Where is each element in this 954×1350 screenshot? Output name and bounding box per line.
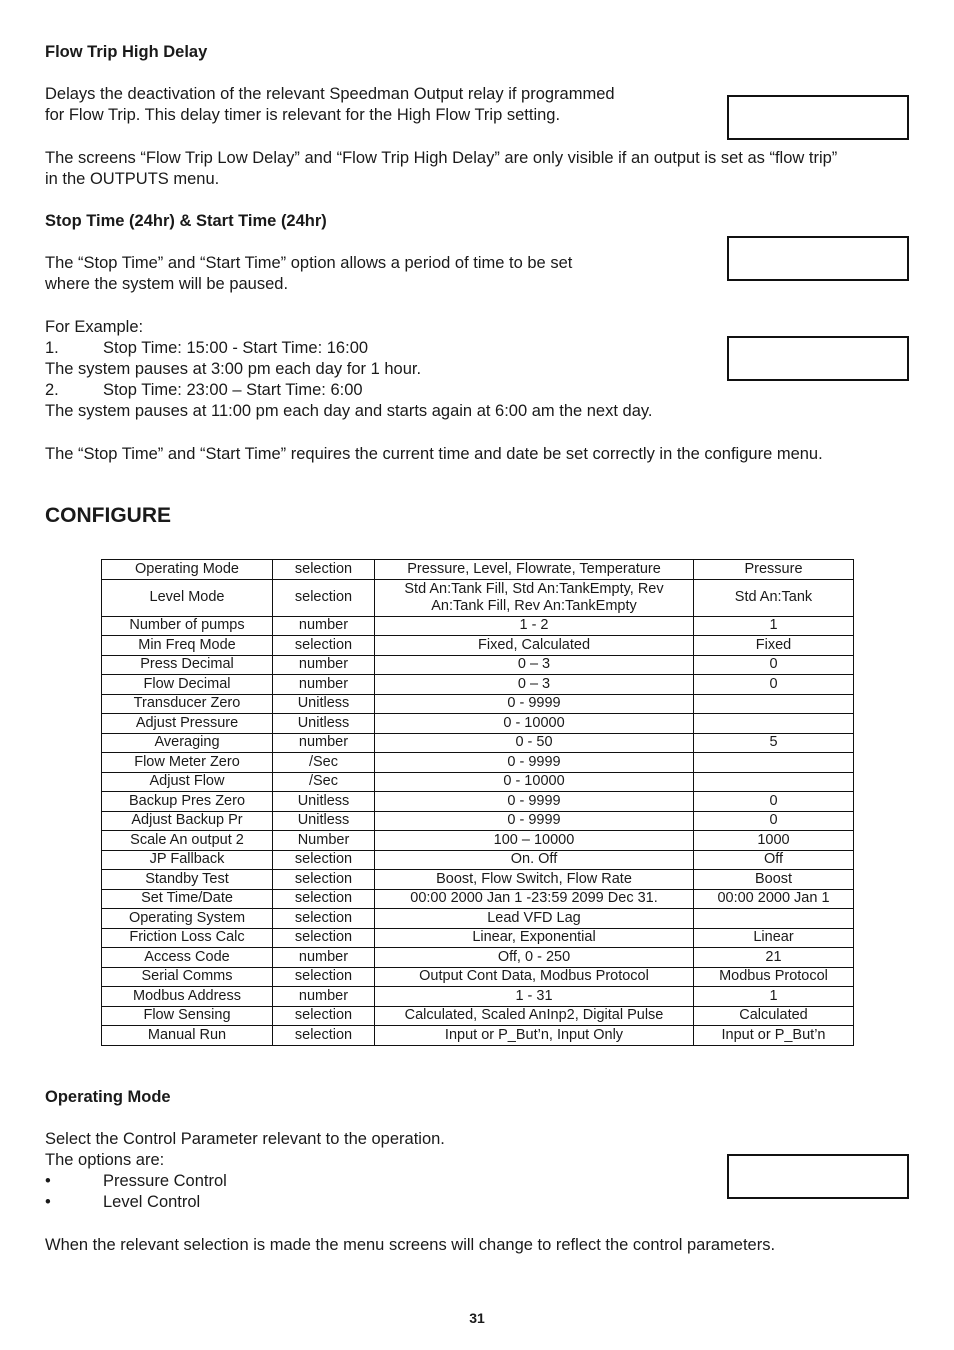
default-cell: Fixed [694, 636, 854, 656]
example-number: 2. [45, 381, 59, 399]
operating-mode-options-label: The options are: [45, 1151, 165, 1169]
default-cell: Boost [694, 870, 854, 890]
unit-cell: selection [273, 560, 375, 580]
default-cell: Off [694, 850, 854, 870]
default-cell: Pressure [694, 560, 854, 580]
parameter-name-cell: Averaging [102, 733, 273, 753]
parameter-name-cell: Backup Pres Zero [102, 792, 273, 812]
unit-cell: Unitless [273, 714, 375, 734]
range-cell: 0 - 9999 [375, 792, 694, 812]
table-row [102, 967, 854, 987]
page-number: 31 [469, 1310, 485, 1326]
parameter-name-cell: Flow Sensing [102, 1006, 273, 1026]
parameter-name-cell: JP Fallback [102, 850, 273, 870]
range-cell: 0 - 10000 [375, 714, 694, 734]
stop-start-note: The “Stop Time” and “Start Time” requires the current time and date be set correctly in the configure menu. [45, 445, 823, 463]
default-cell: Linear [694, 928, 854, 948]
table-row [102, 655, 854, 675]
range-cell: Calculated, Scaled AnInp2, Digital Pulse [375, 1006, 694, 1026]
bullet-icon: • [45, 1193, 51, 1211]
section-heading-operating-mode: Operating Mode [45, 1088, 171, 1106]
range-cell: 0 - 9999 [375, 753, 694, 773]
default-cell: 0 [694, 811, 854, 831]
parameter-name-cell: Friction Loss Calc [102, 928, 273, 948]
lcd-screen-operating-mode [727, 1154, 909, 1199]
stop-start-para-line: where the system will be paused. [45, 275, 289, 293]
flow-trip-visibility-note: in the OUTPUTS menu. [45, 170, 220, 188]
table-row [102, 792, 854, 812]
unit-cell: Number [273, 831, 375, 851]
range-cell: 0 – 3 [375, 675, 694, 695]
stop-start-para-line: The “Stop Time” and “Start Time” option allows a period of time to be set [45, 254, 573, 272]
unit-cell: number [273, 987, 375, 1007]
parameter-name-cell: Modbus Address [102, 987, 273, 1007]
parameter-name-cell: Adjust Pressure [102, 714, 273, 734]
lcd-line [731, 139, 907, 140]
parameter-name-cell: Set Time/Date [102, 889, 273, 909]
example-text: Stop Time: 23:00 – Start Time: 6:00 [103, 381, 363, 399]
lcd-line [731, 280, 907, 281]
default-cell: 1 [694, 616, 854, 636]
default-cell: 00:00 2000 Jan 1 [694, 889, 854, 909]
unit-cell: Unitless [273, 811, 375, 831]
table-row [102, 987, 854, 1007]
lcd-line [731, 1198, 907, 1199]
default-cell: Modbus Protocol [694, 967, 854, 987]
example-result: The system pauses at 3:00 pm each day for 1 hour. [45, 360, 422, 378]
example-result: The system pauses at 11:00 pm each day and starts again at 6:00 am the next day. [45, 402, 653, 420]
table-row [102, 733, 854, 753]
range-cell: 1 - 31 [375, 987, 694, 1007]
parameter-name-cell: Adjust Backup Pr [102, 811, 273, 831]
parameter-name-cell: Scale An output 2 [102, 831, 273, 851]
range-cell: 0 – 3 [375, 655, 694, 675]
unit-cell: selection [273, 1026, 375, 1046]
example-text: Stop Time: 15:00 - Start Time: 16:00 [103, 339, 369, 357]
table-row [102, 1026, 854, 1046]
flow-trip-visibility-note: The screens “Flow Trip Low Delay” and “Flow Trip High Delay” are only visible if an output is set as “flow trip” [45, 149, 838, 167]
range-cell: Pressure, Level, Flowrate, Temperature [375, 560, 694, 580]
range-cell: 1 - 2 [375, 616, 694, 636]
unit-cell: Unitless [273, 694, 375, 714]
default-cell [694, 909, 854, 929]
parameter-name-cell: Flow Decimal [102, 675, 273, 695]
table-row [102, 1006, 854, 1026]
table-row [102, 850, 854, 870]
range-cell: Linear, Exponential [375, 928, 694, 948]
parameter-name-cell: Flow Meter Zero [102, 753, 273, 773]
table-row [102, 948, 854, 968]
lcd-screen-start-time [727, 336, 909, 381]
table-row [102, 831, 854, 851]
parameter-name-cell: Level Mode [102, 579, 273, 616]
table-row [102, 675, 854, 695]
unit-cell: number [273, 948, 375, 968]
operating-mode-note: When the relevant selection is made the menu screens will change to reflect the control parameters. [45, 1236, 776, 1254]
parameter-name-cell: Adjust Flow [102, 772, 273, 792]
unit-cell: selection [273, 928, 375, 948]
bullet-item [0, 1171, 500, 1192]
example-number: 1. [45, 339, 59, 357]
operating-mode-para: Select the Control Parameter relevant to the operation. [45, 1130, 445, 1148]
table-row [102, 928, 854, 948]
table-row [102, 714, 854, 734]
parameter-name-cell: Standby Test [102, 870, 273, 890]
table-row [102, 560, 854, 580]
lcd-screen-flow-trip-hi-dly [727, 95, 909, 140]
table-row [102, 772, 854, 792]
example-item [0, 380, 700, 401]
configure-heading: CONFIGURE [45, 504, 171, 527]
range-cell: Boost, Flow Switch, Flow Rate [375, 870, 694, 890]
range-cell: Off, 0 - 250 [375, 948, 694, 968]
range-cell: 0 - 50 [375, 733, 694, 753]
default-cell: Std An:Tank [694, 579, 854, 616]
parameter-name-cell: Access Code [102, 948, 273, 968]
parameter-name-cell: Number of pumps [102, 616, 273, 636]
flow-trip-para-line: for Flow Trip. This delay timer is relevant for the High Flow Trip setting. [45, 106, 561, 124]
default-cell: 0 [694, 792, 854, 812]
default-cell: Calculated [694, 1006, 854, 1026]
range-cell: Input or P_But’n, Input Only [375, 1026, 694, 1046]
bullet-icon: • [45, 1172, 51, 1190]
section-heading-flow-trip-high-delay: Flow Trip High Delay [45, 43, 208, 61]
parameter-name-cell: Operating System [102, 909, 273, 929]
parameter-name-cell: Serial Comms [102, 967, 273, 987]
unit-cell: selection [273, 870, 375, 890]
default-cell [694, 714, 854, 734]
bullet-item [0, 1192, 500, 1213]
table-row [102, 909, 854, 929]
unit-cell: number [273, 616, 375, 636]
unit-cell: selection [273, 1006, 375, 1026]
unit-cell: selection [273, 967, 375, 987]
configure-table-body [102, 560, 854, 1046]
default-cell [694, 694, 854, 714]
range-cell: Lead VFD Lag [375, 909, 694, 929]
table-row [102, 579, 854, 616]
parameter-name-cell: Press Decimal [102, 655, 273, 675]
default-cell: 0 [694, 675, 854, 695]
range-cell: Output Cont Data, Modbus Protocol [375, 967, 694, 987]
default-cell: 1 [694, 987, 854, 1007]
unit-cell: /Sec [273, 772, 375, 792]
table-row [102, 753, 854, 773]
unit-cell: selection [273, 909, 375, 929]
table-row [102, 636, 854, 656]
default-cell: Input or P_But’n [694, 1026, 854, 1046]
bullet-text: Pressure Control [103, 1172, 227, 1190]
range-cell: 00:00 2000 Jan 1 -23:59 2099 Dec 31. [375, 889, 694, 909]
default-cell: 1000 [694, 831, 854, 851]
parameter-name-cell: Manual Run [102, 1026, 273, 1046]
unit-cell: selection [273, 579, 375, 616]
configure-table [101, 559, 854, 1046]
unit-cell: number [273, 733, 375, 753]
parameter-name-cell: Transducer Zero [102, 694, 273, 714]
flow-trip-para-line: Delays the deactivation of the relevant Speedman Output relay if programmed [45, 85, 615, 103]
example-item [0, 338, 700, 359]
unit-cell: selection [273, 636, 375, 656]
example-label: For Example: [45, 318, 144, 336]
unit-cell: number [273, 675, 375, 695]
section-heading-stop-start-time: Stop Time (24hr) & Start Time (24hr) [45, 212, 327, 230]
unit-cell: /Sec [273, 753, 375, 773]
unit-cell: Unitless [273, 792, 375, 812]
range-cell: 100 – 10000 [375, 831, 694, 851]
lcd-screen-stop-time [727, 236, 909, 281]
default-cell [694, 753, 854, 773]
unit-cell: selection [273, 850, 375, 870]
default-cell: 0 [694, 655, 854, 675]
range-cell: Fixed, Calculated [375, 636, 694, 656]
range-cell: 0 - 9999 [375, 694, 694, 714]
bullet-text: Level Control [103, 1193, 201, 1211]
lcd-line [731, 380, 907, 381]
range-cell: On. Off [375, 850, 694, 870]
parameter-name-cell: Operating Mode [102, 560, 273, 580]
range-cell: 0 - 9999 [375, 811, 694, 831]
default-cell: 21 [694, 948, 854, 968]
unit-cell: number [273, 655, 375, 675]
table-row [102, 616, 854, 636]
unit-cell: selection [273, 889, 375, 909]
table-row [102, 694, 854, 714]
table-row [102, 811, 854, 831]
parameter-name-cell: Min Freq Mode [102, 636, 273, 656]
range-cell: 0 - 10000 [375, 772, 694, 792]
default-cell: 5 [694, 733, 854, 753]
table-row [102, 889, 854, 909]
range-cell: Std An:Tank Fill, Std An:TankEmpty, Rev An:Tank Fill, Rev An:TankEmpty [375, 579, 694, 616]
table-row [102, 870, 854, 890]
default-cell [694, 772, 854, 792]
